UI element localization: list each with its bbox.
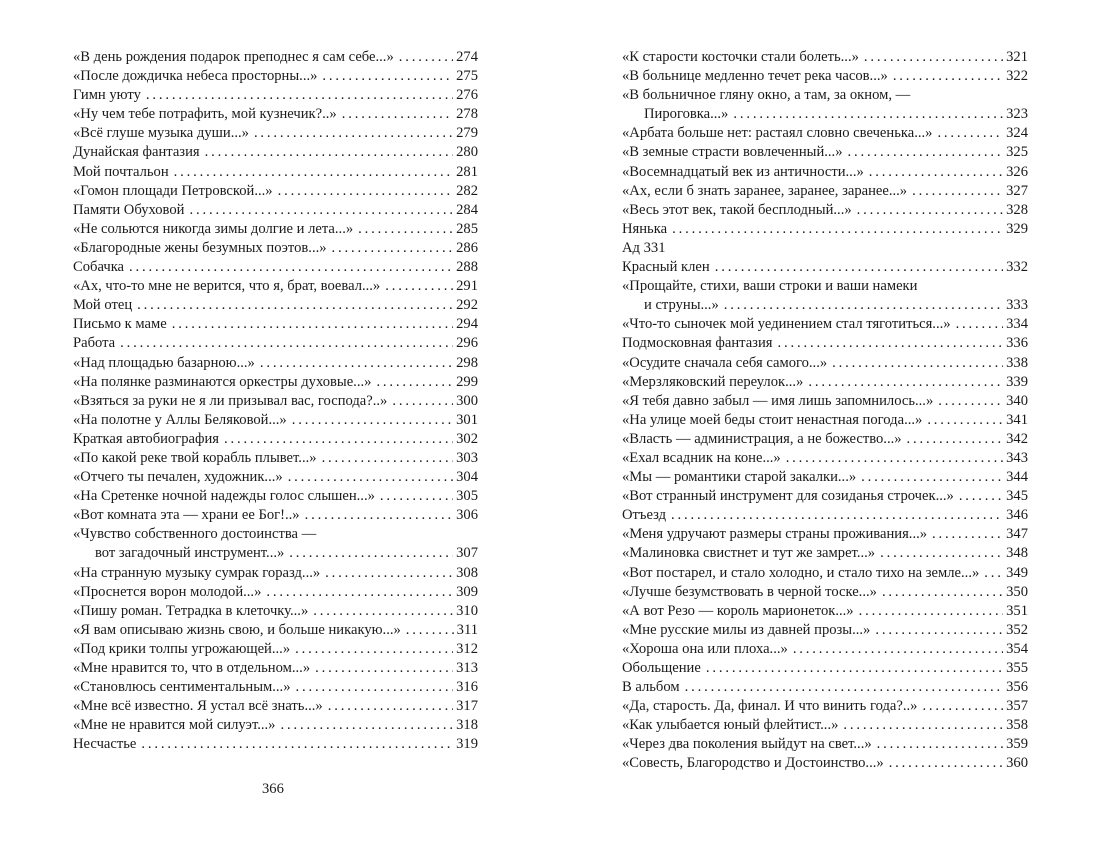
toc-entry-title: Нянька	[622, 220, 668, 237]
toc-entry	[622, 220, 1028, 239]
toc-entry	[622, 564, 1028, 583]
toc-entry-title: Гимн уюту	[73, 87, 141, 104]
toc-entry-page: 316	[456, 679, 478, 696]
toc-entry-page: 329	[1006, 220, 1028, 237]
toc-entry-page: 286	[456, 239, 478, 256]
dot-leader	[358, 220, 453, 239]
toc-entry	[622, 468, 1028, 487]
toc-entry	[622, 354, 1028, 373]
toc-entry	[622, 449, 1028, 468]
toc-entry-page: 302	[456, 430, 478, 447]
toc-entry	[622, 411, 1028, 430]
toc-entry-page: 343	[1006, 449, 1028, 466]
dot-leader	[959, 487, 1003, 506]
toc-entry-title: «На улице моей беды стоит ненастная погода...»	[622, 411, 923, 428]
toc-entry-page: 341	[1006, 411, 1028, 428]
dot-leader	[392, 392, 453, 411]
toc-entry-title: «Прощайте, стихи, ваши строки и ваши намеки	[622, 278, 918, 295]
toc-entry-title: «Осудите сначала себя самого...»	[622, 354, 828, 371]
dot-leader	[880, 544, 1003, 563]
toc-entry-page: 326	[1006, 163, 1028, 180]
toc-entry	[622, 48, 1028, 67]
toc-entry-title: «На полянке разминаются оркестры духовые...»	[73, 373, 372, 390]
dot-leader	[141, 735, 453, 754]
toc-entry-title: Собачка	[73, 259, 125, 276]
dot-leader	[292, 411, 453, 430]
toc-entry-page: 333	[1006, 297, 1028, 314]
toc-entry-page: 338	[1006, 354, 1028, 371]
dot-leader	[672, 220, 1003, 239]
dot-leader	[260, 354, 453, 373]
toc-entry-title: Ад 331	[622, 239, 666, 256]
toc-entry-title: «Я вам описываю жизнь свою, и больше никакую...»	[73, 621, 401, 638]
toc-entry-page: 298	[456, 354, 478, 371]
toc-entry-title: «Весь этот век, такой бесплодный...»	[622, 201, 852, 218]
toc-entry	[622, 67, 1028, 86]
dot-leader	[922, 697, 1003, 716]
toc-entry-title: «Становлюсь сентиментальным...»	[73, 679, 291, 696]
toc-entry-page: 319	[456, 736, 478, 753]
dot-leader	[172, 315, 453, 334]
dot-leader	[385, 277, 453, 296]
toc-entry-page: 323	[1006, 106, 1028, 123]
dot-leader	[875, 621, 1003, 640]
toc-entry-page: 282	[456, 182, 478, 199]
toc-entry-title: «Ехал всадник на коне...»	[622, 449, 781, 466]
dot-leader	[857, 201, 1003, 220]
toc-entry-page: 291	[456, 278, 478, 295]
dot-leader	[322, 449, 454, 468]
toc-entry-title: «В больнице медленно течет река часов...»	[622, 68, 888, 85]
toc-entry-page: 276	[456, 87, 478, 104]
toc-entry-page: 318	[456, 717, 478, 734]
dot-leader	[295, 640, 453, 659]
dot-leader	[376, 373, 453, 392]
dot-leader	[189, 201, 453, 220]
toc-entry-page: 356	[1006, 679, 1028, 696]
dot-leader	[843, 716, 1003, 735]
toc-entry-title: «А вот Резо — король марионеток...»	[622, 602, 854, 619]
toc-entry	[622, 201, 1028, 220]
toc-entry	[73, 659, 478, 678]
toc-entry	[622, 182, 1028, 201]
toc-entry-title: «Ну чем тебе потрафить, мой кузнечик?..»	[73, 106, 337, 123]
toc-entry-page: 325	[1006, 144, 1028, 161]
toc-entry-title: Красный клен	[622, 259, 710, 276]
toc-entry	[622, 659, 1028, 678]
dot-leader	[808, 373, 1003, 392]
dot-leader	[938, 392, 1003, 411]
toc-entry	[73, 277, 478, 296]
toc-entry	[73, 640, 478, 659]
toc-entry	[73, 697, 478, 716]
dot-leader	[793, 640, 1003, 659]
toc-entry-page: 313	[456, 660, 478, 676]
toc-entry-page: 352	[1006, 621, 1028, 638]
dot-leader	[848, 143, 1004, 162]
dot-leader	[280, 716, 453, 735]
toc-entry-title: Обольщение	[622, 660, 701, 676]
toc-entry	[73, 468, 478, 487]
toc-entry-page: 304	[456, 469, 478, 486]
toc-entry	[73, 506, 478, 525]
toc-entry-title: «Мне не нравится мой силуэт...»	[73, 717, 276, 734]
toc-entry-title-continued: вот загадочный инструмент...»	[95, 545, 285, 562]
dot-leader	[205, 143, 454, 162]
toc-entry	[73, 373, 478, 392]
toc-entry-title: Памяти Обуховой	[73, 201, 185, 218]
toc-entry-page: 299	[456, 373, 478, 390]
toc-entry-page: 300	[456, 392, 478, 409]
toc-entry-title: «В земные страсти вовлеченный...»	[622, 144, 843, 161]
toc-entry-page: 351	[1006, 602, 1028, 619]
toc-entry-page: 342	[1006, 430, 1028, 447]
dot-leader	[877, 735, 1003, 754]
toc-entry-page: 292	[456, 297, 478, 314]
toc-entry-title: «Под крики толпы угрожающей...»	[73, 640, 291, 657]
dot-leader	[146, 86, 453, 105]
dot-leader	[288, 468, 453, 487]
toc-entry-title: Работа	[73, 335, 116, 352]
toc-entry-title: «Что-то сыночек мой уединением стал тяготиться...»	[622, 316, 951, 333]
toc-entry-page: 308	[456, 564, 478, 581]
toc-entry	[73, 354, 478, 373]
toc-entry-title: «Над площадью базарною...»	[73, 354, 255, 371]
toc-entry	[622, 315, 1028, 334]
toc-entry	[622, 640, 1028, 659]
dot-leader	[325, 564, 453, 583]
toc-entry-page: 301	[456, 411, 478, 428]
dot-leader	[882, 583, 1003, 602]
toc-entry-page: 311	[456, 621, 478, 638]
toc-entry-page: 303	[456, 449, 478, 466]
toc-entry	[73, 315, 478, 334]
dot-leader	[984, 564, 1003, 583]
dot-leader	[786, 449, 1003, 468]
toc-entry-title: Краткая автобиография	[73, 430, 219, 447]
toc-entry	[622, 583, 1028, 602]
toc-entry	[622, 621, 1028, 640]
dot-leader	[224, 430, 453, 449]
toc-entry-page: 355	[1006, 660, 1028, 676]
toc-entry-page: 340	[1006, 392, 1028, 409]
dot-leader	[859, 602, 1004, 621]
toc-entry-title: Мой почтальон	[73, 163, 169, 180]
dot-leader	[861, 468, 1003, 487]
toc-entry	[73, 48, 478, 67]
toc-entry-title: «Не сольются никогда зимы долгие и лета...»	[73, 220, 354, 237]
toc-entry	[622, 124, 1028, 143]
toc-entry-title: «Ах, если б знать заранее, заранее, заранее...»	[622, 182, 908, 199]
toc-entry-page: 310	[456, 602, 478, 619]
toc-entry	[622, 544, 1028, 563]
toc-entry	[73, 678, 478, 697]
toc-entry	[73, 735, 478, 754]
toc-entry-page: 328	[1006, 201, 1028, 218]
toc-entry	[73, 334, 478, 353]
dot-leader	[305, 506, 454, 525]
toc-entry-title: «Взяться за руки не я ли призывал вас, господа?..»	[73, 392, 388, 409]
toc-entry	[73, 220, 478, 239]
dot-leader	[927, 411, 1003, 430]
toc-entry-page: 278	[456, 106, 478, 123]
toc-entry-page: 345	[1006, 488, 1028, 505]
dot-leader	[937, 124, 1003, 143]
dot-leader	[137, 296, 453, 315]
dot-leader	[296, 678, 454, 697]
toc-entry-page: 312	[456, 640, 478, 657]
dot-leader	[399, 48, 453, 67]
toc-entry-title: «Вот комната эта — храни ее Бог!..»	[73, 507, 300, 524]
toc-entry	[73, 583, 478, 602]
toc-entry-title: «Проснется ворон молодой...»	[73, 583, 262, 600]
dot-leader	[266, 583, 453, 602]
toc-entry	[622, 487, 1028, 506]
toc-entry-page: 346	[1006, 507, 1028, 524]
toc-entry	[622, 716, 1028, 735]
toc-entry-page: 307	[456, 545, 478, 562]
toc-entry-page: 327	[1006, 182, 1028, 199]
dot-leader	[715, 258, 1003, 277]
toc-entry	[622, 735, 1028, 754]
dot-leader	[832, 354, 1003, 373]
toc-entry-title-continued: и струны...»	[644, 297, 719, 314]
toc-entry	[73, 182, 478, 201]
dot-leader	[380, 487, 453, 506]
dot-leader	[685, 678, 1004, 697]
toc-entry-title: «Мерзляковский переулок...»	[622, 373, 804, 390]
dot-leader	[733, 105, 1003, 124]
toc-entry-title: «Восемнадцатый век из античности...»	[622, 163, 864, 180]
toc-entry-page: 305	[456, 488, 478, 505]
toc-entry	[622, 163, 1028, 182]
dot-leader	[342, 105, 453, 124]
toc-entry-title: «Чувство собственного достоинства —	[73, 526, 317, 543]
toc-entry	[73, 525, 478, 563]
toc-entry-title: В альбом	[622, 679, 680, 696]
toc-entry-title: «Мне русские милы из давней прозы...»	[622, 621, 871, 638]
toc-entry-title: «Благородные жены безумных поэтов...»	[73, 239, 327, 256]
toc-list-right	[622, 48, 1028, 774]
toc-entry	[73, 143, 478, 162]
dot-leader	[328, 697, 453, 716]
toc-entry-page: 281	[456, 163, 478, 180]
toc-entry-page: 357	[1006, 698, 1028, 715]
toc-entry	[622, 525, 1028, 544]
toc-entry-page: 359	[1006, 736, 1028, 753]
toc-entry	[73, 86, 478, 105]
toc-entry-title: «В день рождения подарок преподнес я сам себе...»	[73, 49, 394, 65]
toc-entry	[622, 697, 1028, 716]
toc-entry-page: 294	[456, 316, 478, 333]
toc-entry	[622, 86, 1028, 124]
toc-entry	[73, 411, 478, 430]
toc-entry-title: Подмосковная фантазия	[622, 335, 773, 352]
dot-leader	[889, 754, 1003, 773]
toc-entry-title: «На полотне у Аллы Беляковой...»	[73, 411, 287, 428]
toc-entry-page: 349	[1006, 564, 1028, 581]
dot-leader	[254, 124, 453, 143]
toc-entry-title: Мой отец	[73, 297, 133, 314]
toc-entry-page: 322	[1006, 68, 1028, 85]
toc-entry	[73, 487, 478, 506]
toc-entry-title: «Да, старость. Да, финал. И что винить года?..»	[622, 698, 918, 715]
right-page	[622, 48, 1028, 774]
dot-leader	[278, 182, 454, 201]
toc-entry-page: 285	[456, 220, 478, 237]
toc-entry	[622, 143, 1028, 162]
dot-leader	[893, 67, 1003, 86]
dot-leader	[956, 315, 1004, 334]
toc-entry-title: «Гомон площади Петровской...»	[73, 182, 273, 199]
toc-entry-page: 344	[1006, 469, 1028, 486]
toc-entry-page: 324	[1006, 125, 1028, 142]
toc-entry	[622, 392, 1028, 411]
toc-entry-page: 317	[456, 698, 478, 715]
dot-leader	[174, 163, 453, 182]
toc-entry-page: 354	[1006, 640, 1028, 657]
toc-entry-page: 274	[456, 49, 478, 65]
toc-entry-title: «Хороша она или плоха...»	[622, 640, 788, 657]
toc-entry-title: «Мне всё известно. Я устал всё знать...»	[73, 698, 323, 715]
toc-entry	[622, 430, 1028, 449]
toc-entry-page: 360	[1006, 755, 1028, 772]
toc-entry-page: 334	[1006, 316, 1028, 333]
dot-leader	[332, 239, 454, 258]
toc-entry-title: «В больничное гляну окно, а там, за окном, —	[622, 87, 911, 104]
dot-leader	[289, 544, 453, 563]
toc-entry-title: «На Сретенке ночной надежды голос слышен...»	[73, 488, 375, 505]
toc-entry-title: «Власть — администрация, а не божество...»	[622, 430, 902, 447]
toc-entry-title: «Арбата больше нет: растаял словно свеченька...»	[622, 125, 933, 142]
dot-leader	[777, 334, 1003, 353]
toc-entry	[73, 430, 478, 449]
toc-entry	[622, 373, 1028, 392]
toc-entry-title: «Через два поколения выйдут на свет...»	[622, 736, 872, 753]
toc-entry	[73, 602, 478, 621]
toc-entry-page: 350	[1006, 583, 1028, 600]
dot-leader	[907, 430, 1004, 449]
toc-entry	[73, 564, 478, 583]
toc-entry-title: «Всё глуше музыка души...»	[73, 125, 249, 142]
toc-entry-page: 347	[1006, 526, 1028, 543]
toc-entry	[73, 67, 478, 86]
toc-entry	[73, 716, 478, 735]
toc-entry-title: «По какой реке твой корабль плывет...»	[73, 449, 317, 466]
toc-entry-page: 288	[456, 259, 478, 276]
dot-leader	[313, 602, 453, 621]
dot-leader	[406, 621, 454, 640]
toc-entry-page: 348	[1006, 545, 1028, 562]
toc-entry-title: «Мне нравится то, что в отдельном...»	[73, 660, 311, 676]
toc-entry	[622, 334, 1028, 353]
toc-entry-title: «Я тебя давно забыл — имя лишь запомнилось...»	[622, 392, 934, 409]
toc-entry-title: «Пишу роман. Тетрадка в клеточку...»	[73, 602, 309, 619]
toc-entry-page: 358	[1006, 717, 1028, 734]
toc-entry-page: 279	[456, 125, 478, 142]
toc-entry-page: 332	[1006, 259, 1028, 276]
dot-leader	[912, 182, 1003, 201]
toc-entry	[73, 621, 478, 640]
toc-entry	[622, 506, 1028, 525]
toc-entry	[622, 258, 1028, 277]
toc-entry-page: 296	[456, 335, 478, 352]
toc-entry	[73, 124, 478, 143]
dot-leader	[724, 296, 1003, 315]
toc-entry-title: «Вот странный инструмент для созиданья строчек...»	[622, 488, 954, 505]
toc-entry-title: Несчастье	[73, 736, 137, 753]
toc-entry	[622, 602, 1028, 621]
toc-entry-title: «Как улыбается юный флейтист...»	[622, 717, 839, 734]
toc-entry	[622, 277, 1028, 315]
left-page	[73, 48, 478, 754]
dot-leader	[120, 334, 453, 353]
toc-entry-title: «К старости косточки стали болеть...»	[622, 49, 859, 65]
toc-entry-title: «Меня удручают размеры страны проживания...»	[622, 526, 928, 543]
toc-entry-page: 275	[456, 68, 478, 85]
toc-entry	[73, 239, 478, 258]
toc-entry-page: 306	[456, 507, 478, 524]
toc-entry	[622, 239, 1028, 258]
dot-leader	[315, 659, 453, 678]
toc-entry-page: 336	[1006, 335, 1028, 352]
toc-entry	[73, 105, 478, 124]
toc-entry-title: «Лучше безумствовать в черной тоске...»	[622, 583, 877, 600]
dot-leader	[932, 525, 1003, 544]
toc-entry-title: «Малиновка свистнет и тут же замрет...»	[622, 545, 876, 562]
toc-entry-page: 339	[1006, 373, 1028, 390]
dot-leader	[706, 659, 1003, 678]
toc-entry	[73, 296, 478, 315]
toc-entry-title: «Вот постарел, и стало холодно, и стало тихо на земле...»	[622, 564, 980, 581]
toc-entry-page: 284	[456, 201, 478, 218]
toc-entry	[622, 678, 1028, 697]
toc-entry	[622, 754, 1028, 773]
dot-leader	[129, 258, 453, 277]
toc-entry-page: 309	[456, 583, 478, 600]
toc-entry-page: 280	[456, 144, 478, 161]
dot-leader	[671, 506, 1003, 525]
toc-entry-page: 321	[1006, 49, 1028, 65]
toc-entry-title-continued: Пироговка...»	[644, 106, 729, 123]
toc-entry-title: Дунайская фантазия	[73, 144, 200, 161]
dot-leader	[864, 48, 1003, 67]
toc-entry-title: Письмо к маме	[73, 316, 167, 333]
page-number-folio: 366	[262, 781, 284, 797]
toc-entry-title: «Мы — романтики старой закалки...»	[622, 469, 857, 486]
toc-entry-title: «На странную музыку сумрак горазд...»	[73, 564, 321, 581]
dot-leader	[322, 67, 453, 86]
toc-entry-title: «Совесть, Благородство и Достоинство...»	[622, 755, 884, 772]
toc-entry-title: «После дождичка небеса просторны...»	[73, 68, 318, 85]
toc-entry	[73, 258, 478, 277]
toc-entry	[73, 392, 478, 411]
toc-entry-title: «Ах, что-то мне не верится, что я, брат, воевал...»	[73, 278, 381, 295]
toc-entry-title: Отъезд	[622, 507, 667, 524]
toc-entry	[73, 163, 478, 182]
dot-leader	[869, 163, 1003, 182]
toc-list-left	[73, 48, 478, 754]
toc-entry-title: «Отчего ты печален, художник...»	[73, 469, 283, 486]
toc-entry	[73, 449, 478, 468]
toc-entry	[73, 201, 478, 220]
